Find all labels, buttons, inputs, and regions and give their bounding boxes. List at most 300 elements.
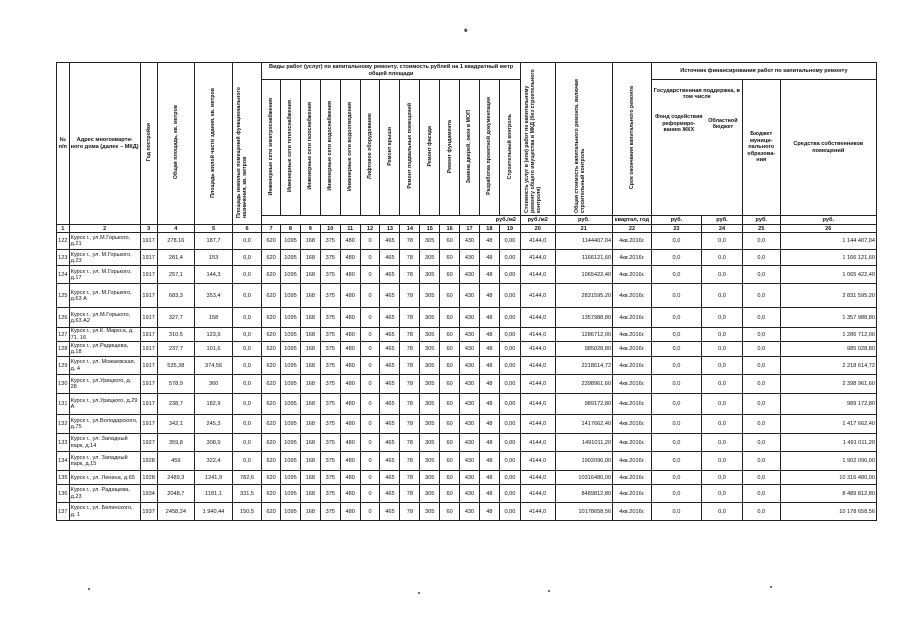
work-cost-cell: 430 bbox=[460, 375, 480, 394]
nonliving-area-cell: 0,0 bbox=[232, 308, 261, 328]
table-row bbox=[57, 452, 877, 471]
work-cost-cell: 480 bbox=[340, 250, 360, 266]
work-cost-cell: 305 bbox=[420, 357, 440, 375]
own-funds-cell: 1 417 662,40 bbox=[780, 415, 876, 434]
municipal-cell: 0,0 bbox=[742, 233, 780, 250]
total-cost-cell: 10316480,00 bbox=[555, 471, 613, 485]
work-cost-cell: 48 bbox=[479, 284, 499, 308]
work-cost-cell: 430 bbox=[460, 284, 480, 308]
fund-cell: 0,0 bbox=[651, 415, 701, 434]
row-number: 122 bbox=[57, 233, 70, 250]
own-funds-cell: 10 316 480,00 bbox=[780, 471, 876, 485]
own-funds-cell: 1 491 011,20 bbox=[780, 434, 876, 452]
work-cost-cell: 1095 bbox=[281, 250, 301, 266]
work-cost-cell: 1095 bbox=[281, 471, 301, 485]
column-number: 3 bbox=[140, 225, 157, 233]
work-cost-cell: 78 bbox=[400, 357, 420, 375]
total-area-cell: 578,9 bbox=[157, 375, 195, 394]
work-cost-cell: 0,00 bbox=[499, 471, 520, 485]
work-cost-cell: 0 bbox=[360, 328, 380, 342]
regional-cell: 0,0 bbox=[702, 415, 743, 434]
work-cost-cell: 0 bbox=[360, 266, 380, 284]
work-cost-cell: 168 bbox=[300, 471, 320, 485]
column-number: 24 bbox=[702, 225, 743, 233]
deadline-cell: 4кв.2016г. bbox=[613, 250, 652, 266]
work-cost-cell: 1095 bbox=[281, 415, 301, 434]
fund-unit: руб. bbox=[651, 216, 701, 225]
work-cost-cell: 168 bbox=[300, 233, 320, 250]
total-cost-cell: 1417662,40 bbox=[555, 415, 613, 434]
column-number: 23 bbox=[651, 225, 701, 233]
regional-cell: 0,0 bbox=[702, 485, 743, 503]
work-cost-cell: 48 bbox=[479, 342, 499, 357]
work-cost-cell: 620 bbox=[262, 357, 281, 375]
work-cost-cell: 465 bbox=[380, 308, 400, 328]
cost-per-m2-cell: 4144,0 bbox=[520, 284, 555, 308]
living-area-cell: 187,7 bbox=[195, 233, 233, 250]
work-cost-cell: 0 bbox=[360, 284, 380, 308]
work-cost-cell: 430 bbox=[460, 342, 480, 357]
total-area-cell: 342,1 bbox=[157, 415, 195, 434]
work-cost-cell: 305 bbox=[420, 342, 440, 357]
total-cost-cell: 985028,80 bbox=[555, 342, 613, 357]
work-cost-cell: 620 bbox=[262, 485, 281, 503]
col-total-area-header: Общая площадь, кв. метров bbox=[157, 63, 195, 225]
table-row bbox=[57, 357, 877, 375]
work-cost-cell: 0,00 bbox=[499, 503, 520, 521]
address-cell: Курск г., ул.Урицкого, д. 28 bbox=[69, 375, 140, 394]
row-number: 129 bbox=[57, 357, 70, 375]
work-cost-cell: 375 bbox=[320, 328, 340, 342]
total-cost-cell: 2398961,60 bbox=[555, 375, 613, 394]
work-header: Инженерные сети водоотведения bbox=[340, 79, 360, 216]
work-cost-cell: 0 bbox=[360, 452, 380, 471]
work-cost-cell: 60 bbox=[440, 233, 460, 250]
total-cost-cell: 1491011,20 bbox=[555, 434, 613, 452]
own-funds-cell: 10 178 658,56 bbox=[780, 503, 876, 521]
work-cost-cell: 465 bbox=[380, 503, 400, 521]
work-cost-cell: 1095 bbox=[281, 328, 301, 342]
work-cost-cell: 78 bbox=[400, 233, 420, 250]
work-cost-cell: 0,00 bbox=[499, 434, 520, 452]
total-cost-cell: 1286712,00 bbox=[555, 328, 613, 342]
col-cost-per-m2-header: Стоимость услуг в (или) работ по капитальному ремонту общего имущества в МКД (без строительного контроля) bbox=[520, 63, 555, 216]
work-cost-cell: 375 bbox=[320, 485, 340, 503]
work-cost-cell: 430 bbox=[460, 471, 480, 485]
work-cost-cell: 465 bbox=[380, 250, 400, 266]
work-cost-cell: 0,00 bbox=[499, 375, 520, 394]
col-total-cost-header: Общая стоимость капитального ремонта, включая строительный контроль bbox=[555, 63, 613, 216]
work-cost-cell: 305 bbox=[420, 394, 440, 415]
work-cost-cell: 375 bbox=[320, 434, 340, 452]
work-cost-cell: 78 bbox=[400, 284, 420, 308]
municipal-unit: руб. bbox=[742, 216, 780, 225]
cost-per-m2-cell: 4144,0 bbox=[520, 415, 555, 434]
work-cost-cell: 305 bbox=[420, 266, 440, 284]
regional-unit: руб. bbox=[702, 216, 743, 225]
work-header: Строительный контроль bbox=[499, 79, 520, 216]
deadline-cell: 4кв.2016г. bbox=[613, 434, 652, 452]
table-row bbox=[57, 503, 877, 521]
work-header: Лифтовое оборудование bbox=[360, 79, 380, 216]
work-cost-cell: 78 bbox=[400, 471, 420, 485]
work-cost-cell: 60 bbox=[440, 503, 460, 521]
work-cost-cell: 78 bbox=[400, 250, 420, 266]
own-funds-cell: 989 172,80 bbox=[780, 394, 876, 415]
work-cost-cell: 305 bbox=[420, 375, 440, 394]
work-cost-cell: 168 bbox=[300, 452, 320, 471]
table-row bbox=[57, 415, 877, 434]
regional-cell: 0,0 bbox=[702, 434, 743, 452]
column-number: 10 bbox=[320, 225, 340, 233]
total-cost-cell: 2218614,72 bbox=[555, 357, 613, 375]
column-numbers-row bbox=[57, 225, 877, 233]
municipal-cell: 0,0 bbox=[742, 415, 780, 434]
nonliving-area-cell: 0,0 bbox=[232, 375, 261, 394]
work-cost-cell: 0,00 bbox=[499, 342, 520, 357]
municipal-cell: 0,0 bbox=[742, 308, 780, 328]
work-cost-cell: 430 bbox=[460, 308, 480, 328]
financing-header: Источник финансирования работ по капитальному ремонту bbox=[651, 63, 876, 80]
work-cost-cell: 305 bbox=[420, 308, 440, 328]
municipal-cell: 0,0 bbox=[742, 485, 780, 503]
table-body bbox=[57, 233, 877, 521]
deadline-cell: 4кв.2016г. bbox=[613, 308, 652, 328]
work-cost-cell: 48 bbox=[479, 233, 499, 250]
own-funds-cell: 1 286 712,00 bbox=[780, 328, 876, 342]
work-cost-cell: 375 bbox=[320, 250, 340, 266]
work-cost-cell: 60 bbox=[440, 394, 460, 415]
fund-cell: 0,0 bbox=[651, 394, 701, 415]
year-cell: 1917 bbox=[140, 250, 157, 266]
living-area-cell: 153 bbox=[195, 250, 233, 266]
column-number: 8 bbox=[281, 225, 301, 233]
own-funds-cell: 1 902 096,00 bbox=[780, 452, 876, 471]
nonliving-area-cell: 0,0 bbox=[232, 434, 261, 452]
row-number: 131 bbox=[57, 394, 70, 415]
row-number: 136 bbox=[57, 485, 70, 503]
address-cell: Курск г., ул.М.Горького, д.21 bbox=[69, 233, 140, 250]
total-cost-cell: 1144407,04 bbox=[555, 233, 613, 250]
year-cell: 1934 bbox=[140, 485, 157, 503]
municipal-cell: 0,0 bbox=[742, 266, 780, 284]
total-cost-cell: 2831595,20 bbox=[555, 284, 613, 308]
works-group-header: Виды работ (услуг) по капитальному ремонту, стоимость рублей на 1 квадратный метр общей площади bbox=[262, 63, 521, 80]
work-cost-cell: 0,00 bbox=[499, 250, 520, 266]
work-cost-cell: 620 bbox=[262, 503, 281, 521]
cost-per-m2-cell: 4144,0 bbox=[520, 250, 555, 266]
work-cost-cell: 305 bbox=[420, 284, 440, 308]
work-cost-cell: 0,00 bbox=[499, 485, 520, 503]
year-cell: 1928 bbox=[140, 452, 157, 471]
work-cost-cell: 375 bbox=[320, 266, 340, 284]
work-cost-cell: 375 bbox=[320, 415, 340, 434]
col-nonliving-area-header: Площадь нежилых помещений функционального назначения, кв. метров bbox=[232, 63, 261, 225]
cost-per-m2-cell: 4144,0 bbox=[520, 328, 555, 342]
total-cost-unit: руб. bbox=[555, 216, 613, 225]
work-cost-cell: 375 bbox=[320, 375, 340, 394]
total-area-cell: 310,5 bbox=[157, 328, 195, 342]
address-cell: Курск г., ул. Можаевская, д. 4 bbox=[69, 357, 140, 375]
work-header: Ремонт фасада bbox=[420, 79, 440, 216]
total-area-cell: 2489,3 bbox=[157, 471, 195, 485]
year-cell: 1917 bbox=[140, 415, 157, 434]
work-cost-cell: 480 bbox=[340, 503, 360, 521]
table-row bbox=[57, 375, 877, 394]
address-cell: Курск г., ул. Ленина, д.65 bbox=[69, 471, 140, 485]
work-cost-cell: 305 bbox=[420, 452, 440, 471]
year-cell: 1928 bbox=[140, 471, 157, 485]
municipal-cell: 0,0 bbox=[742, 434, 780, 452]
work-cost-cell: 430 bbox=[460, 394, 480, 415]
work-cost-cell: 1095 bbox=[281, 266, 301, 284]
nonliving-area-cell: 150,5 bbox=[232, 503, 261, 521]
work-cost-cell: 0 bbox=[360, 415, 380, 434]
year-cell: 1917 bbox=[140, 308, 157, 328]
work-cost-cell: 60 bbox=[440, 342, 460, 357]
col-year-header: Год постройки bbox=[140, 63, 157, 225]
cost-per-m2-cell: 4144,0 bbox=[520, 394, 555, 415]
work-cost-cell: 1095 bbox=[281, 308, 301, 328]
col-num-header: № п/п bbox=[57, 63, 70, 225]
table-row bbox=[57, 342, 877, 357]
work-cost-cell: 1095 bbox=[281, 375, 301, 394]
municipal-cell: 0,0 bbox=[742, 452, 780, 471]
work-cost-cell: 480 bbox=[340, 452, 360, 471]
municipal-cell: 0,0 bbox=[742, 284, 780, 308]
fund-cell: 0,0 bbox=[651, 284, 701, 308]
work-cost-cell: 430 bbox=[460, 415, 480, 434]
total-cost-cell: 10178658,56 bbox=[555, 503, 613, 521]
total-area-cell: 257,1 bbox=[157, 266, 195, 284]
regional-cell: 0,0 bbox=[702, 375, 743, 394]
year-cell: 1917 bbox=[140, 233, 157, 250]
cost-per-m2-cell: 4144,0 bbox=[520, 434, 555, 452]
work-cost-cell: 78 bbox=[400, 434, 420, 452]
row-number: 135 bbox=[57, 471, 70, 485]
work-cost-cell: 48 bbox=[479, 452, 499, 471]
work-cost-cell: 430 bbox=[460, 233, 480, 250]
year-cell: 1917 bbox=[140, 284, 157, 308]
work-cost-cell: 430 bbox=[460, 328, 480, 342]
year-cell: 1917 bbox=[140, 375, 157, 394]
work-cost-cell: 0,00 bbox=[499, 308, 520, 328]
work-cost-cell: 0,00 bbox=[499, 452, 520, 471]
nonliving-area-cell: 331,5 bbox=[232, 485, 261, 503]
work-cost-cell: 1095 bbox=[281, 233, 301, 250]
table-row bbox=[57, 233, 877, 250]
cost-per-m2-cell: 4144,0 bbox=[520, 503, 555, 521]
nonliving-area-cell: 0,0 bbox=[232, 233, 261, 250]
regional-cell: 0,0 bbox=[702, 284, 743, 308]
total-area-cell: 238,7 bbox=[157, 394, 195, 415]
work-cost-cell: 48 bbox=[479, 394, 499, 415]
address-cell: Курск г., ул.К. Маркса, д. 71, 16 bbox=[69, 328, 140, 342]
total-cost-cell: 1065422,40 bbox=[555, 266, 613, 284]
regional-cell: 0,0 bbox=[702, 328, 743, 342]
column-number: 25 bbox=[742, 225, 780, 233]
work-cost-cell: 0,00 bbox=[499, 233, 520, 250]
work-cost-cell: 48 bbox=[479, 471, 499, 485]
work-cost-cell: 168 bbox=[300, 485, 320, 503]
column-number: 18 bbox=[479, 225, 499, 233]
work-cost-cell: 1095 bbox=[281, 503, 301, 521]
municipal-header: Бюджет муници-пального образова-ния bbox=[742, 79, 780, 216]
work-cost-cell: 1095 bbox=[281, 394, 301, 415]
year-cell: 1917 bbox=[140, 357, 157, 375]
work-cost-cell: 375 bbox=[320, 452, 340, 471]
column-number: 5 bbox=[195, 225, 233, 233]
work-cost-cell: 465 bbox=[380, 471, 400, 485]
regional-cell: 0,0 bbox=[702, 342, 743, 357]
nonliving-area-cell: 0,0 bbox=[232, 342, 261, 357]
work-cost-cell: 60 bbox=[440, 485, 460, 503]
column-number: 7 bbox=[262, 225, 281, 233]
total-cost-cell: 1166121,60 bbox=[555, 250, 613, 266]
fund-cell: 0,0 bbox=[651, 250, 701, 266]
own-funds-cell: 8 489 812,80 bbox=[780, 485, 876, 503]
work-cost-cell: 78 bbox=[400, 328, 420, 342]
address-cell: Курск г., ул.Радищева, д.18 bbox=[69, 342, 140, 357]
own-funds-cell: 1 065 422,40 bbox=[780, 266, 876, 284]
work-cost-cell: 168 bbox=[300, 434, 320, 452]
living-area-cell: 123,9 bbox=[195, 328, 233, 342]
regional-cell: 0,0 bbox=[702, 308, 743, 328]
work-cost-cell: 0 bbox=[360, 357, 380, 375]
work-cost-cell: 375 bbox=[320, 284, 340, 308]
work-cost-cell: 480 bbox=[340, 357, 360, 375]
regional-cell: 0,0 bbox=[702, 266, 743, 284]
total-area-cell: 2048,7 bbox=[157, 485, 195, 503]
capital-repair-table bbox=[56, 62, 877, 521]
work-cost-cell: 620 bbox=[262, 415, 281, 434]
total-area-cell: 278,16 bbox=[157, 233, 195, 250]
work-cost-cell: 0 bbox=[360, 503, 380, 521]
cost-per-m2-cell: 4144,0 bbox=[520, 266, 555, 284]
fund-cell: 0,0 bbox=[651, 503, 701, 521]
work-cost-cell: 480 bbox=[340, 394, 360, 415]
work-cost-cell: 305 bbox=[420, 434, 440, 452]
table-row bbox=[57, 471, 877, 485]
work-cost-cell: 305 bbox=[420, 250, 440, 266]
work-cost-cell: 168 bbox=[300, 394, 320, 415]
work-cost-cell: 305 bbox=[420, 503, 440, 521]
work-cost-cell: 0 bbox=[360, 471, 380, 485]
total-area-cell: 535,38 bbox=[157, 357, 195, 375]
work-cost-cell: 480 bbox=[340, 471, 360, 485]
work-cost-cell: 480 bbox=[340, 415, 360, 434]
fund-cell: 0,0 bbox=[651, 471, 701, 485]
fund-cell: 0,0 bbox=[651, 308, 701, 328]
cost-per-m2-cell: 4144,0 bbox=[520, 375, 555, 394]
work-cost-cell: 430 bbox=[460, 503, 480, 521]
work-cost-cell: 1095 bbox=[281, 284, 301, 308]
work-cost-cell: 480 bbox=[340, 485, 360, 503]
column-number: 14 bbox=[400, 225, 420, 233]
living-area-cell: 360 bbox=[195, 375, 233, 394]
work-cost-cell: 465 bbox=[380, 284, 400, 308]
row-number: 133 bbox=[57, 434, 70, 452]
address-cell: Курск г., ул. Западный парк, д.14 bbox=[69, 434, 140, 452]
total-area-cell: 683,3 bbox=[157, 284, 195, 308]
work-cost-cell: 620 bbox=[262, 342, 281, 357]
table-row bbox=[57, 485, 877, 503]
work-cost-cell: 0 bbox=[360, 394, 380, 415]
work-cost-cell: 48 bbox=[479, 503, 499, 521]
total-area-cell: 237,7 bbox=[157, 342, 195, 357]
work-cost-cell: 620 bbox=[262, 233, 281, 250]
fund-cell: 0,0 bbox=[651, 233, 701, 250]
scan-speck bbox=[88, 588, 90, 590]
work-cost-cell: 620 bbox=[262, 328, 281, 342]
work-cost-cell: 465 bbox=[380, 434, 400, 452]
column-number: 19 bbox=[499, 225, 520, 233]
column-number: 11 bbox=[340, 225, 360, 233]
address-cell: Курск г., ул. М.Горького, д.17 bbox=[69, 266, 140, 284]
fund-cell: 0,0 bbox=[651, 452, 701, 471]
address-cell: Курск г., ул. Белинского, д. 1 bbox=[69, 503, 140, 521]
work-cost-cell: 0 bbox=[360, 434, 380, 452]
work-cost-cell: 620 bbox=[262, 375, 281, 394]
deadline-cell: 4кв.2016г. bbox=[613, 342, 652, 357]
own-funds-cell: 1 144 407,04 bbox=[780, 233, 876, 250]
living-area-cell: 182,9 bbox=[195, 394, 233, 415]
work-cost-cell: 168 bbox=[300, 328, 320, 342]
year-cell: 1917 bbox=[140, 342, 157, 357]
own-funds-cell: 1 357 988,80 bbox=[780, 308, 876, 328]
living-area-cell: 158 bbox=[195, 308, 233, 328]
cost-per-m2-cell: 4144,0 bbox=[520, 485, 555, 503]
work-cost-cell: 0 bbox=[360, 342, 380, 357]
deadline-cell: 4кв.2016г. bbox=[613, 471, 652, 485]
table-row bbox=[57, 284, 877, 308]
works-unit: руб./м2 bbox=[262, 216, 521, 225]
total-cost-cell: 989172,80 bbox=[555, 394, 613, 415]
regional-cell: 0,0 bbox=[702, 357, 743, 375]
work-cost-cell: 1095 bbox=[281, 434, 301, 452]
municipal-cell: 0,0 bbox=[742, 375, 780, 394]
municipal-cell: 0,0 bbox=[742, 250, 780, 266]
column-number: 15 bbox=[420, 225, 440, 233]
row-number: 134 bbox=[57, 452, 70, 471]
column-number: 17 bbox=[460, 225, 480, 233]
work-cost-cell: 480 bbox=[340, 342, 360, 357]
work-header: Разработка проектной документации bbox=[479, 79, 499, 216]
total-area-cell: 2458,24 bbox=[157, 503, 195, 521]
work-cost-cell: 480 bbox=[340, 308, 360, 328]
deadline-cell: 4кв.2016г. bbox=[613, 394, 652, 415]
regional-cell: 0,0 bbox=[702, 503, 743, 521]
work-cost-cell: 305 bbox=[420, 471, 440, 485]
address-cell: Курск г., ул. М.Горького, д.23 bbox=[69, 250, 140, 266]
regional-cell: 0,0 bbox=[702, 452, 743, 471]
row-number: 124 bbox=[57, 266, 70, 284]
work-cost-cell: 305 bbox=[420, 415, 440, 434]
work-cost-cell: 0 bbox=[360, 308, 380, 328]
work-cost-cell: 78 bbox=[400, 375, 420, 394]
work-cost-cell: 620 bbox=[262, 394, 281, 415]
municipal-cell: 0,0 bbox=[742, 471, 780, 485]
work-cost-cell: 620 bbox=[262, 308, 281, 328]
table-row bbox=[57, 250, 877, 266]
cost-per-m2-unit: руб./м2 bbox=[520, 216, 555, 225]
living-area-cell: 144,3 bbox=[195, 266, 233, 284]
row-number: 125 bbox=[57, 284, 70, 308]
deadline-cell: 4кв.2016г. bbox=[613, 266, 652, 284]
column-number: 2 bbox=[69, 225, 140, 233]
work-cost-cell: 620 bbox=[262, 452, 281, 471]
work-header: Ремонт фундамента bbox=[440, 79, 460, 216]
